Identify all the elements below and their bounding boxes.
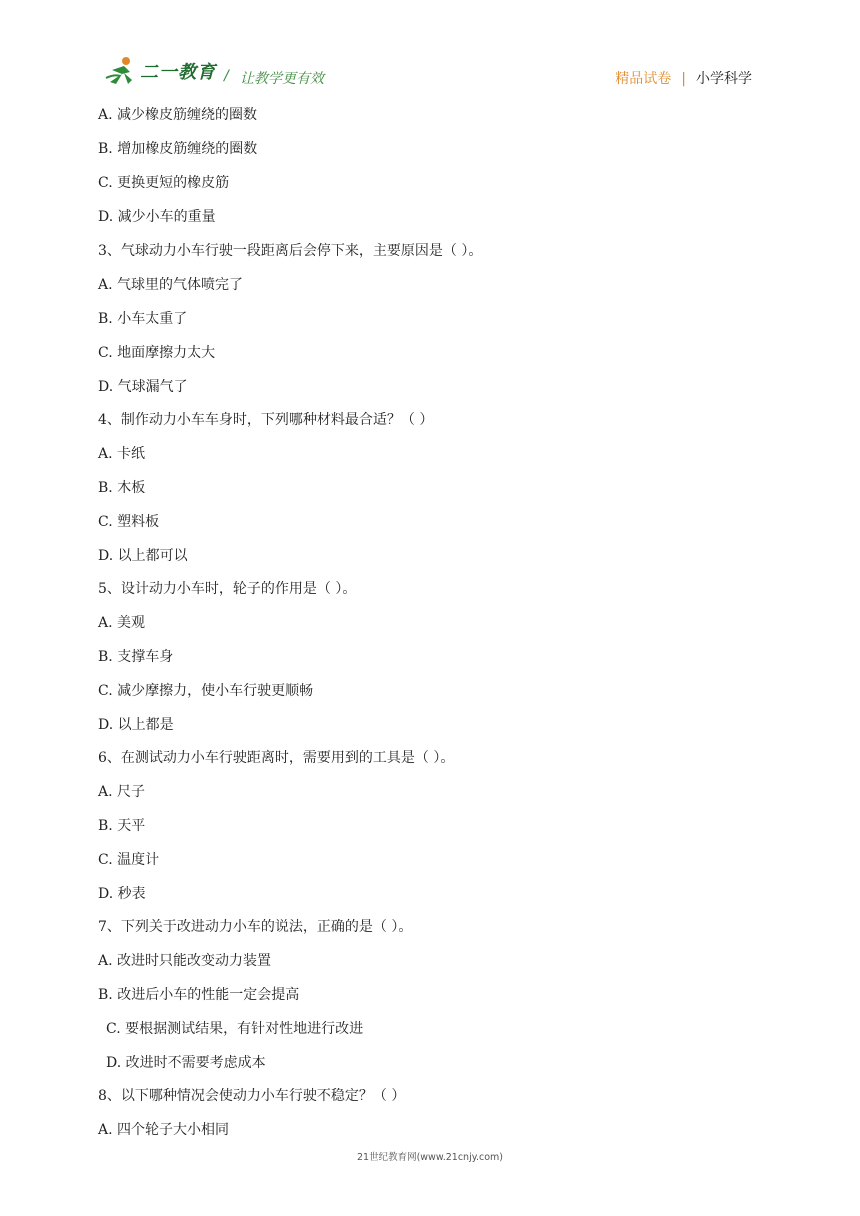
option-line: C. 减少摩擦力，使小车行驶更顺畅	[98, 683, 314, 699]
option-line: B. 木板	[98, 480, 146, 496]
option-line: D. 以上都是	[98, 717, 174, 733]
slogan: 让教学更有效	[240, 71, 324, 87]
option-line: A. 减少橡皮筋缠绕的圈数	[98, 107, 258, 123]
option-line: B. 天平	[98, 818, 146, 834]
option-line: C. 更换更短的橡皮筋	[98, 175, 230, 191]
option-line: D. 秒表	[98, 886, 146, 902]
question-line: 6、在测试动力小车行驶距离时，需要用到的工具是（ ）。	[98, 750, 455, 766]
page-header	[0, 0, 860, 100]
question-line: 8、以下哪种情况会使动力小车行驶不稳定？（ ）	[98, 1088, 406, 1104]
option-line: B. 改进后小车的性能一定会提高	[98, 987, 300, 1003]
option-line: C. 地面摩擦力太大	[98, 345, 216, 361]
page-footer: 21世纪教育网(www.21cnjy.com)	[356, 1152, 503, 1163]
option-line: D. 改进时不需要考虑成本	[106, 1055, 266, 1071]
logo	[104, 56, 216, 86]
option-line: C. 温度计	[98, 852, 160, 868]
option-line: B. 小车太重了	[98, 311, 188, 327]
running-figure-icon	[104, 56, 138, 86]
option-line: C. 要根据测试结果，有针对性地进行改进	[106, 1021, 364, 1037]
option-line: D. 气球漏气了	[98, 379, 188, 395]
subject-label: 小学科学	[696, 71, 752, 87]
question-line: 7、下列关于改进动力小车的说法，正确的是（ ）。	[98, 919, 413, 935]
option-line: C. 塑料板	[98, 514, 160, 530]
question-line: 3、气球动力小车行驶一段距离后会停下来，主要原因是（ ）。	[98, 243, 483, 259]
option-line: A. 改进时只能改变动力装置	[98, 953, 272, 969]
header-right	[615, 68, 752, 88]
option-line: A. 美观	[98, 615, 146, 631]
option-line: A. 尺子	[98, 784, 146, 800]
logo-text: 二一教育	[140, 62, 216, 83]
option-line: A. 气球里的气体喷完了	[98, 277, 244, 293]
option-line: D. 减少小车的重量	[98, 209, 216, 225]
header-divider: |	[681, 71, 686, 87]
question-line: 5、设计动力小车时，轮子的作用是（ ）。	[98, 581, 357, 597]
question-line: 4、制作动力小车车身时，下列哪种材料最合适？（ ）	[98, 412, 434, 428]
slogan-separator: /	[224, 68, 229, 84]
option-line: B. 支撑车身	[98, 649, 174, 665]
option-line: B. 增加橡皮筋缠绕的圈数	[98, 141, 258, 157]
option-line: D. 以上都可以	[98, 548, 188, 564]
option-line: A. 四个轮子大小相同	[98, 1122, 230, 1138]
option-line: A. 卡纸	[98, 446, 146, 462]
paper-tag: 精品试卷	[615, 71, 672, 87]
